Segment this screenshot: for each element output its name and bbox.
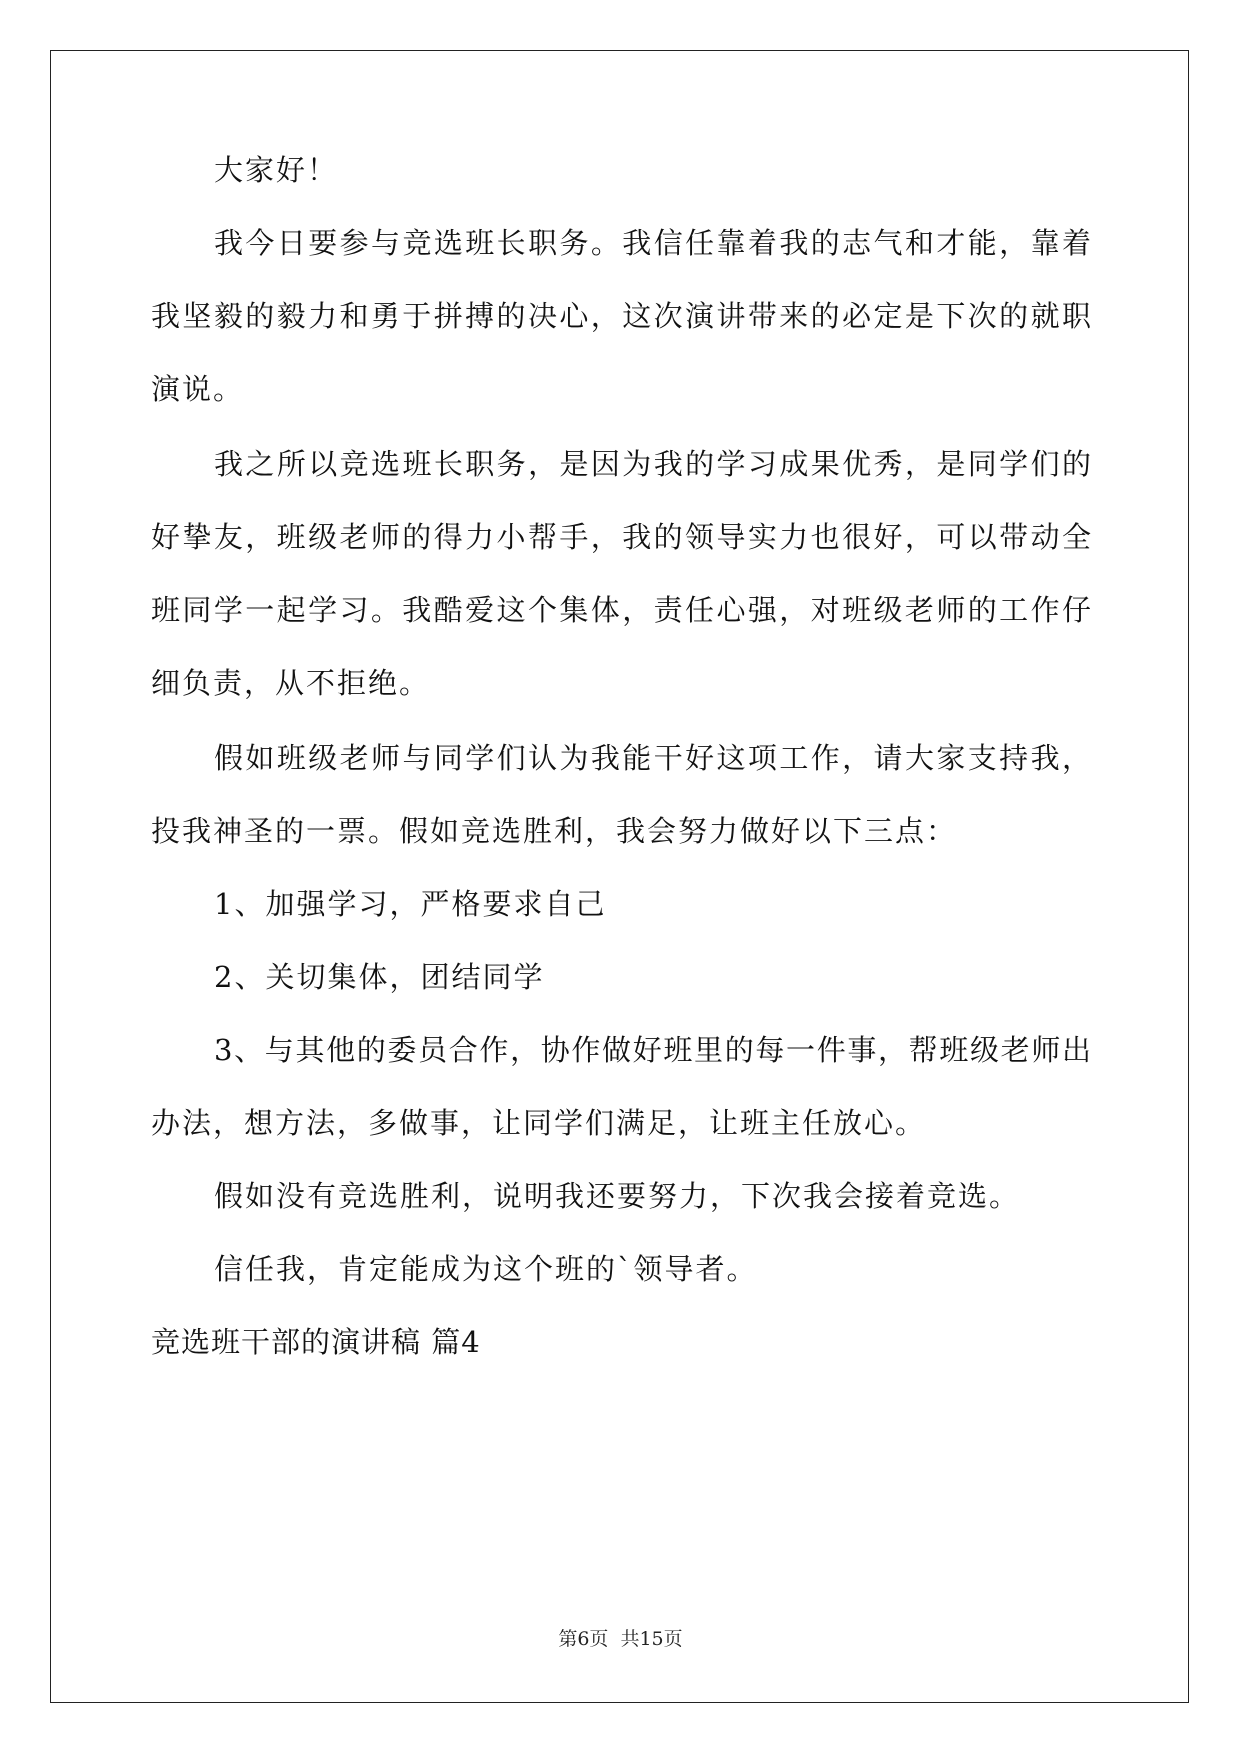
- paragraph-1-line-2: 我坚毅的毅力和勇于拼搏的决心，这次演讲带来的必定是下次的就职: [151, 299, 1091, 333]
- paragraph-2-line-3: 班同学一起学习。我酷爱这个集体，责任心强，对班级老师的工作仔: [151, 593, 1091, 627]
- paragraph-2-line-2: 好挚友，班级老师的得力小帮手，我的领导实力也很好，可以带动全: [151, 520, 1091, 554]
- paragraph-1-line-1: 我今日要参与竞选班长职务。我信任靠着我的志气和才能，靠着: [214, 226, 1091, 260]
- list-item-3-line-2: 办法，想方法，多做事，让同学们满足，让班主任放心。: [151, 1106, 927, 1140]
- total-page-count: 共15页: [620, 1628, 683, 1650]
- paragraph-5: 信任我，肯定能成为这个班的`领导者。: [214, 1252, 758, 1286]
- section-heading: 竞选班干部的演讲稿 篇4: [151, 1325, 481, 1359]
- current-page-number: 第6页: [558, 1628, 609, 1650]
- paragraph-4: 假如没有竞选胜利，说明我还要努力，下次我会接着竞选。: [214, 1179, 1021, 1213]
- page-footer: [0, 1627, 1241, 1651]
- paragraph-2-line-4: 细负责，从不拒绝。: [151, 666, 431, 700]
- paragraph-3-line-2: 投我神圣的一票。假如竞选胜利，我会努力做好以下三点：: [151, 814, 958, 848]
- greeting-line: 大家好！: [214, 153, 339, 187]
- list-item-2: 2、关切集体，团结同学: [214, 960, 545, 994]
- list-item-1: 1、加强学习，严格要求自己: [214, 887, 607, 921]
- paragraph-2-line-1: 我之所以竞选班长职务，是因为我的学习成果优秀，是同学们的: [214, 447, 1091, 481]
- list-item-3-line-1: 3、与其他的委员合作，协作做好班里的每一件事，帮班级老师出: [214, 1033, 1091, 1067]
- paragraph-3-line-1: 假如班级老师与同学们认为我能干好这项工作，请大家支持我，: [214, 741, 1091, 775]
- paragraph-1-line-3: 演说。: [151, 372, 245, 406]
